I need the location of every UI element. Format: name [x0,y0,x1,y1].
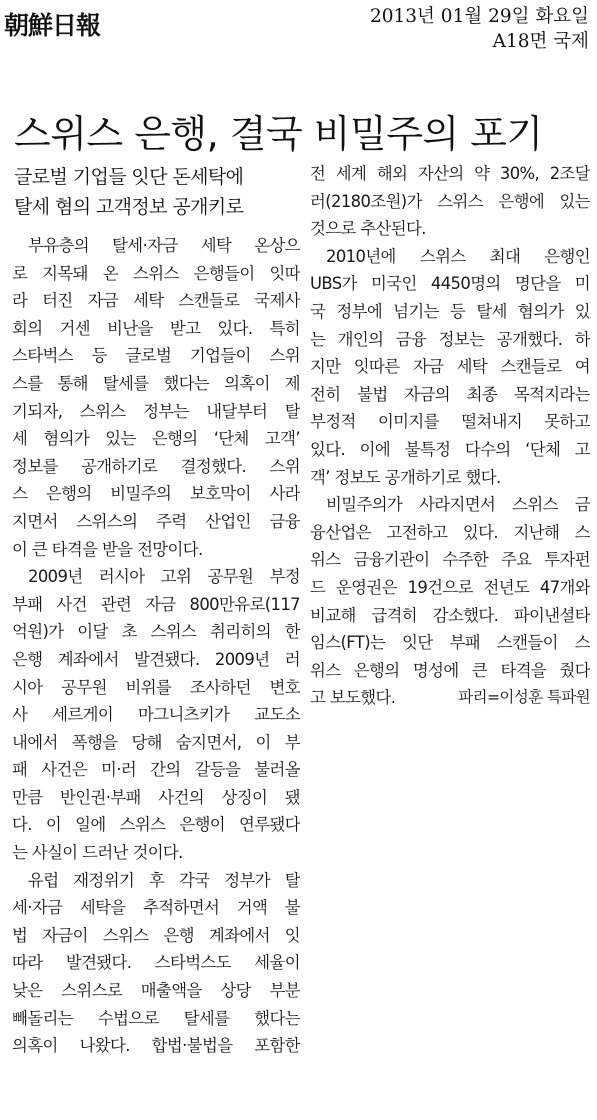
article-body-line: 융산업은 고전하고 있다. 지난해 스 [310,522,590,542]
subheadline-line: 글로벌 기업들 잇단 돈세탁에 [14,166,244,188]
article-body-line: 위스 금융기관이 수주한 주요 투자펀 [310,550,590,570]
article-body-line: 국 정부에 넘기는 등 탈세 혐의가 있 [310,301,590,321]
article-headline: 스위스 은행, 결국 비밀주의 포기 [14,112,543,157]
article-body-line: 러(2180조원)가 스위스 은행에 있는 [310,191,590,211]
article-body-line: 빼돌리는 수법으로 탈세를 했다는 [12,1008,300,1028]
article-body-line: 유럽 재정위기 후 각국 정부가 탈 [28,870,300,890]
article-body-line: 것으로 추산된다. [310,219,426,239]
article-body-line: 는 사실이 드러난 것이다. [12,843,183,863]
article-body-line: 라 터진 자금 세탁 스캔들로 국제사 [12,291,300,311]
article-body-line: 회의 거센 비난을 받고 있다. 특히 [12,318,300,338]
article-body-line: 법 자금이 스위스 은행 계좌에서 잇 [12,925,300,945]
article-body-right [310,160,590,684]
article-body-line: 비교해 급격히 감소했다. 파이낸셜타 [310,605,590,625]
article-column-right [310,160,590,712]
article-body-line: 는 개인의 금융 정보는 공개했다. 하 [310,329,590,349]
article-body-line: 지만 잇따른 자금 세탁 스캔들로 여 [310,357,590,377]
closing-text: 고 보도했다. [310,688,396,708]
article-body-line: 2009년 러시아 고위 공무원 부정 [28,567,300,587]
article-body-line: 낮은 스위스로 매출액을 상당 부분 [12,981,300,1001]
article-body-line: 부정적 이미지를 떨쳐내지 못하고 [310,412,590,432]
article-body-line: 지면서 스위스의 주력 산업인 금융 [12,511,300,531]
article-body-line: 비밀주의가 사라지면서 스위스 금 [326,495,590,515]
article-body-line: 이 큰 타격을 받을 전망이다. [12,539,203,559]
article-body-line: 스를 통해 탈세를 했다는 의혹이 제 [12,373,300,393]
article-body-line: 따라 발견됐다. 스타벅스도 세율이 [12,953,300,973]
article-body-line: 정보를 공개하기로 결정했다. 스위 [12,456,300,476]
article-subheadline [14,162,300,222]
article-body-line: 객’ 정보도 공개하기로 했다. [310,467,501,487]
closing-line [310,684,590,712]
article-body-line: 시아 공무원 비위를 조사하던 변호 [12,677,300,697]
article-body-line: 임스(FT)는 잇단 부패 스캔들이 스 [310,633,590,653]
page-section: A18면 국제 [492,31,589,52]
dateline [370,4,589,54]
publication-date: 2013년 01월 29일 화요일 [369,6,589,27]
article-body-line: 위스 은행의 명성에 큰 타격을 줬다 [310,660,590,680]
article-body-line: 전히 불법 자금의 최종 목적지라는 [310,384,590,404]
article-body-line: 내에서 폭행을 당해 숨지면서, 이 부 [12,732,300,752]
masthead [0,0,597,62]
article-body-line: 2010년에 스위스 최대 은행인 [326,246,590,266]
article-body-line: 세·자금 세탁을 추적하면서 거액 불 [12,898,300,918]
article-body-line: 은행 계좌에서 발견됐다. 2009년 러 [12,649,300,669]
article-body-line: 기되자, 스위스 정부는 내달부터 탈 [12,401,300,421]
article-body-line: 스타벅스 등 글로벌 기업들이 스위 [12,346,300,366]
article-body-line: 부유층의 탈세·자금 세탁 온상으 [28,236,300,255]
article-body-line: 억원)가 이달 초 스위스 취리히의 한 [12,622,300,642]
article-body-line: 만큼 반인권·부패 사건의 상징이 됐 [12,787,300,807]
article-column-left [12,160,300,1060]
byline: 파리=이성훈 특파원 [458,688,590,707]
article-body-line: UBS가 미국인 4450명의 명단을 미 [310,274,590,294]
article-body-line: 전 세계 해외 자산의 약 30%, 2조달 [310,164,590,183]
article-body-line: 스 은행의 비밀주의 보호막이 사라 [12,484,300,504]
article-body-line: 있다. 이에 불특정 다수의 ‘단체 고 [310,439,590,459]
article-body-line: 세 혐의가 있는 은행의 ‘단체 고객’ [12,429,300,449]
article-body-line: 부패 사건 관련 자금 800만유로(117 [12,594,300,614]
newspaper-logo: 朝鮮日報 [4,11,101,40]
subheadline-line: 탈세 혐의 고객정보 공개키로 [14,196,244,218]
article-body-line: 패 사건은 미·러 간의 갈등을 불러올 [12,760,300,780]
article-body-line: 로 지목돼 온 스위스 은행들이 잇따 [12,263,300,283]
article-body-line: 의혹이 나왔다. 합법·불법을 포함한 [12,1036,300,1056]
article-body-left [12,232,300,1060]
article-body-line: 드 운영권은 19건으로 전년도 47개와 [310,577,590,597]
article-body-line: 사 세르게이 마그니츠키가 교도소 [12,705,300,725]
article-body-line: 다. 이 일에 스위스 은행이 연루됐다 [12,815,300,835]
